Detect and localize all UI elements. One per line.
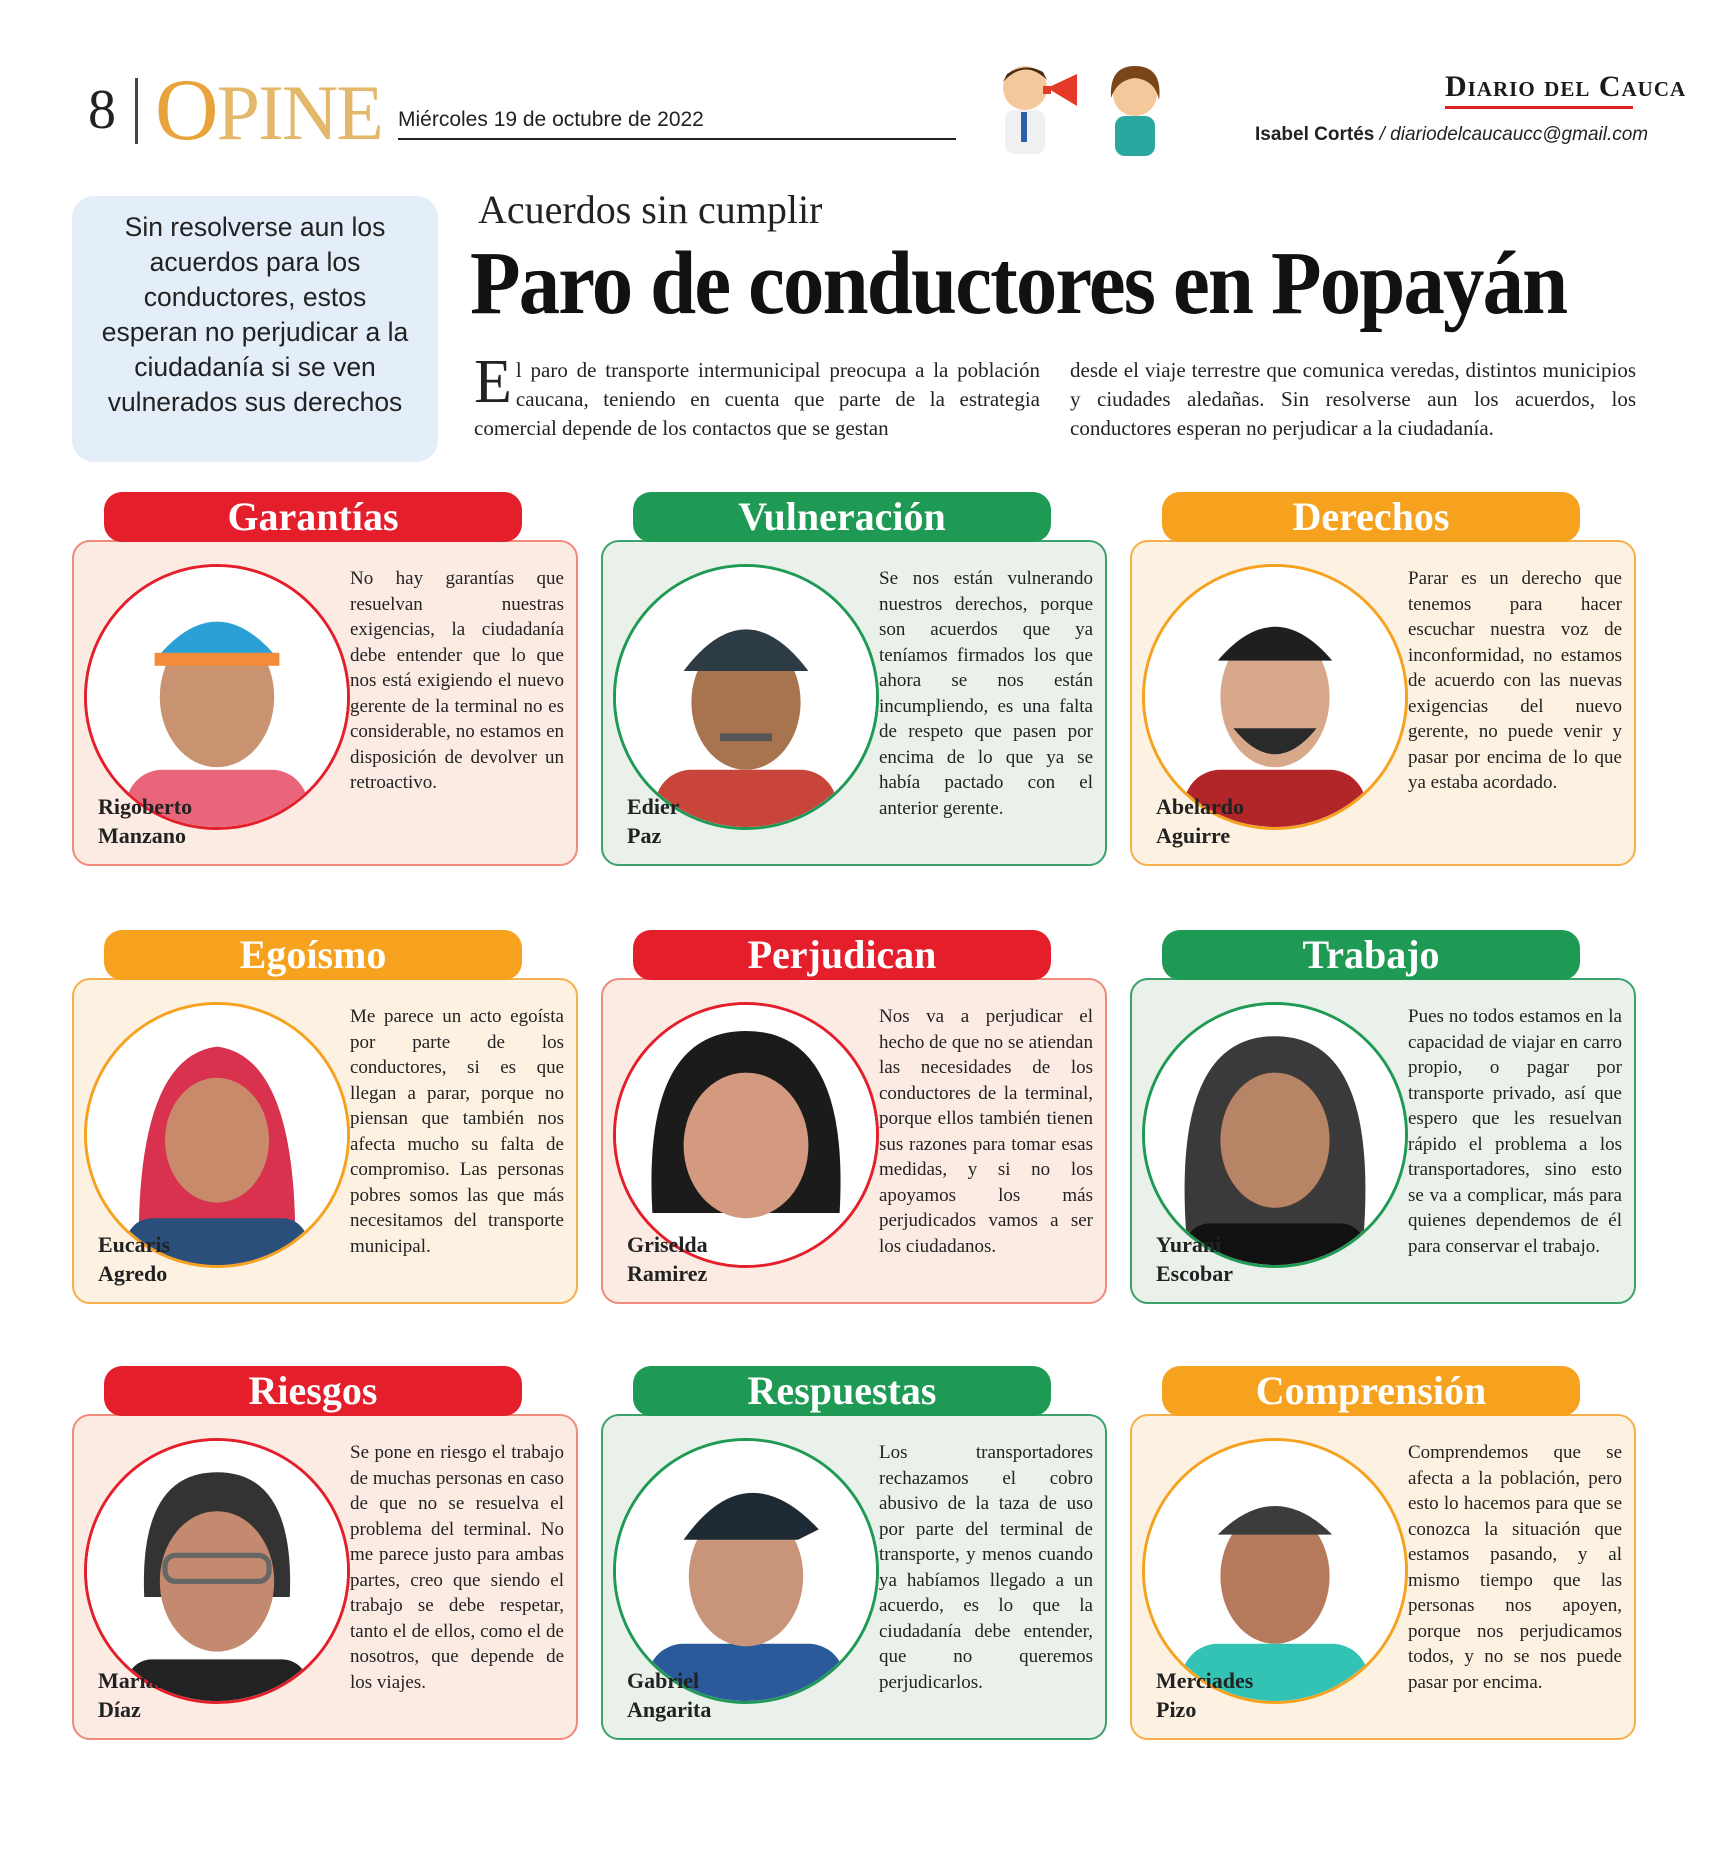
person-first-name: Abelardo bbox=[1156, 794, 1244, 819]
person-photo bbox=[1142, 1002, 1408, 1268]
brand-rule bbox=[1445, 106, 1633, 109]
person-name bbox=[98, 792, 218, 850]
megaphone-cartoon-icon bbox=[985, 58, 1185, 158]
card-title: Perjudican bbox=[633, 930, 1051, 980]
person-last-name: Paz bbox=[627, 823, 662, 848]
person-last-name: Agredo bbox=[98, 1261, 168, 1286]
person-name bbox=[1156, 1666, 1276, 1724]
person-last-name: Díaz bbox=[98, 1697, 141, 1722]
quote-text: Se pone en riesgo el trabajo de muchas personas en caso de que no se resuelva el problema del terminal. No me parece justo para ambas partes, creo que siendo el trabajo se debe respetar, tanto el de ellos, como el de nosotros, que depende de los viajes. bbox=[350, 1442, 564, 1693]
person-first-name: Gabriel bbox=[627, 1668, 700, 1693]
person-last-name: Pizo bbox=[1156, 1697, 1197, 1722]
card-title: Egoísmo bbox=[104, 930, 522, 980]
quote-text: Los transportadores rechazamos el cobro abusivo de la taza de uso por parte del terminal de transporte, y menos cuando ya habíamos llegado a un acuerdo, es lo que la ciudadanía debe entender, que no queremos perjudicarlos. bbox=[879, 1442, 1093, 1693]
lead-column-2: desde el viaje terrestre que comunica veredas, distintos municipios y ciudades aledañas. Sin resolverse aun los acuerdos, los conductores esperan no perjudicar a la ciudadanía. bbox=[1070, 358, 1636, 440]
newspaper-brand: Diario del Cauca bbox=[1445, 70, 1687, 103]
person-photo bbox=[1142, 1438, 1408, 1704]
opinion-quote bbox=[879, 1440, 1093, 1695]
quote-text: Me parece un acto egoísta por parte de los conductores, si es que llegan a parar, porque no piensan que también nos afecta mucho su falta de compromiso. Las personas pobres somos las que más necesitamos del transporte municipal. bbox=[350, 1006, 564, 1257]
card-title: Garantías bbox=[104, 492, 522, 542]
card-title: Riesgos bbox=[104, 1366, 522, 1416]
opinion-quote bbox=[350, 1004, 564, 1259]
person-last-name: Ramirez bbox=[627, 1261, 708, 1286]
opinion-quote bbox=[879, 1004, 1093, 1259]
opinion-quote bbox=[350, 566, 564, 796]
person-last-name: Manzano bbox=[98, 823, 186, 848]
quote-text: Nos va a perjudicar el hecho de que no se atiendan las necesidades de los conductores de la terminal, porque ellos también tienen sus razones para tomar esas medidas, y si no los apoyamos los más perjudicados vamos a ser los ciudadanos. bbox=[879, 1006, 1093, 1257]
card-title: Respuestas bbox=[633, 1366, 1051, 1416]
person-first-name: Rigoberto bbox=[98, 794, 193, 819]
lead-column-1 bbox=[474, 348, 1040, 443]
byline bbox=[1255, 124, 1648, 146]
person-name bbox=[1156, 792, 1276, 850]
person-first-name: Eucaris bbox=[98, 1232, 171, 1257]
person-photo bbox=[1142, 564, 1408, 830]
section-title bbox=[155, 60, 382, 161]
opinion-card bbox=[1130, 930, 1640, 1308]
section-title-first: O bbox=[155, 62, 217, 159]
quote-text: Se nos están vulnerando nuestros derechos, porque son acuerdos que ya teníamos firmados los que ahora se nos están incumpliendo, es una falta de respeto que pasen por encima de lo que ya se había pactado con el anterior gerente. bbox=[879, 568, 1093, 819]
person-name bbox=[627, 1666, 747, 1724]
article-kicker: Acuerdos sin cumplir bbox=[478, 187, 823, 232]
person-first-name: Mariana bbox=[98, 1668, 180, 1693]
section-title-rest: PINE bbox=[216, 69, 382, 156]
opinion-card bbox=[72, 1366, 582, 1744]
article-headline: Paro de conductores en Popayán bbox=[470, 234, 1567, 333]
highlight-text: Sin resolverse aun los acuerdos para los conductores, estos esperan no perjudicar a la ciudadanía si se ven vulnerados sus derechos bbox=[101, 212, 409, 417]
page-number: 8 bbox=[88, 79, 116, 141]
card-title: Derechos bbox=[1162, 492, 1580, 542]
opinion-card bbox=[72, 492, 582, 870]
person-photo bbox=[613, 564, 879, 830]
quote-text: No hay garantías que resuelvan nuestras exigencias, la ciudadanía debe entender que lo que nos está exigiendo el nuevo gerente de la terminal no es considerable, no estamos en disposición de devolver un retroactivo. bbox=[350, 568, 564, 793]
opinion-card bbox=[601, 492, 1111, 870]
author-email: / diariodelcaucaucc@gmail.com bbox=[1374, 124, 1649, 145]
card-title: Vulneración bbox=[633, 492, 1051, 542]
opinion-quote bbox=[350, 1440, 564, 1695]
person-photo bbox=[84, 1438, 350, 1704]
person-name bbox=[98, 1666, 218, 1724]
person-name bbox=[627, 792, 747, 850]
person-last-name: Aguirre bbox=[1156, 823, 1231, 848]
person-name bbox=[1156, 1230, 1276, 1288]
person-photo bbox=[613, 1438, 879, 1704]
person-name bbox=[98, 1230, 218, 1288]
date-rule bbox=[398, 138, 956, 140]
opinion-quote bbox=[1408, 1440, 1622, 1695]
person-first-name: Yurani bbox=[1156, 1232, 1222, 1257]
quote-text: Parar es un derecho que tenemos para hacer escuchar nuestra voz de inconformidad, no estamos de acuerdo con las nuevas exigencias del nuevo gerente, no puede venir y pasar por encima de lo que ya estaba acordado. bbox=[1408, 568, 1622, 793]
highlight-box bbox=[72, 196, 438, 462]
card-title: Trabajo bbox=[1162, 930, 1580, 980]
drop-cap: E bbox=[474, 348, 512, 416]
person-last-name: Angarita bbox=[627, 1697, 712, 1722]
person-photo bbox=[84, 564, 350, 830]
person-last-name: Escobar bbox=[1156, 1261, 1233, 1286]
header-divider bbox=[135, 78, 138, 144]
card-title: Comprensión bbox=[1162, 1366, 1580, 1416]
person-first-name: Griselda bbox=[627, 1232, 708, 1257]
lead-text-1: l paro de transporte intermunicipal preocupa a la población caucana, teniendo en cuenta que parte de la estrategia comercial depende de los contactos que se gestan bbox=[474, 358, 1040, 440]
person-first-name: Edier bbox=[627, 794, 680, 819]
person-photo bbox=[613, 1002, 879, 1268]
author-name: Isabel Cortés bbox=[1255, 124, 1375, 145]
issue-date: Miércoles 19 de octubre de 2022 bbox=[398, 108, 704, 131]
opinion-card bbox=[601, 930, 1111, 1308]
opinion-card bbox=[1130, 492, 1640, 870]
opinion-card bbox=[72, 930, 582, 1308]
person-name bbox=[627, 1230, 747, 1288]
opinion-card bbox=[1130, 1366, 1640, 1744]
opinion-quote bbox=[879, 566, 1093, 821]
person-first-name: Merciades bbox=[1156, 1668, 1254, 1693]
opinion-quote bbox=[1408, 1004, 1622, 1259]
quote-text: Pues no todos estamos en la capacidad de viajar en carro propio, o pagar por transporte privado, así que espero que les resuelvan rápido el problema a los transportadores, sino esto se va a complicar, más para quienes dependemos de él para conservar el trabajo. bbox=[1408, 1006, 1622, 1257]
opinion-quote bbox=[1408, 566, 1622, 796]
quote-text: Comprendemos que se afecta a la población, pero esto lo hacemos para que se conozca la situación que estamos pasando, y al mismo tiempo que las personas nos apoyen, porque nos perjudicamos todos, y no se nos puede pasar por encima. bbox=[1408, 1442, 1622, 1693]
person-photo bbox=[84, 1002, 350, 1268]
opinion-card bbox=[601, 1366, 1111, 1744]
